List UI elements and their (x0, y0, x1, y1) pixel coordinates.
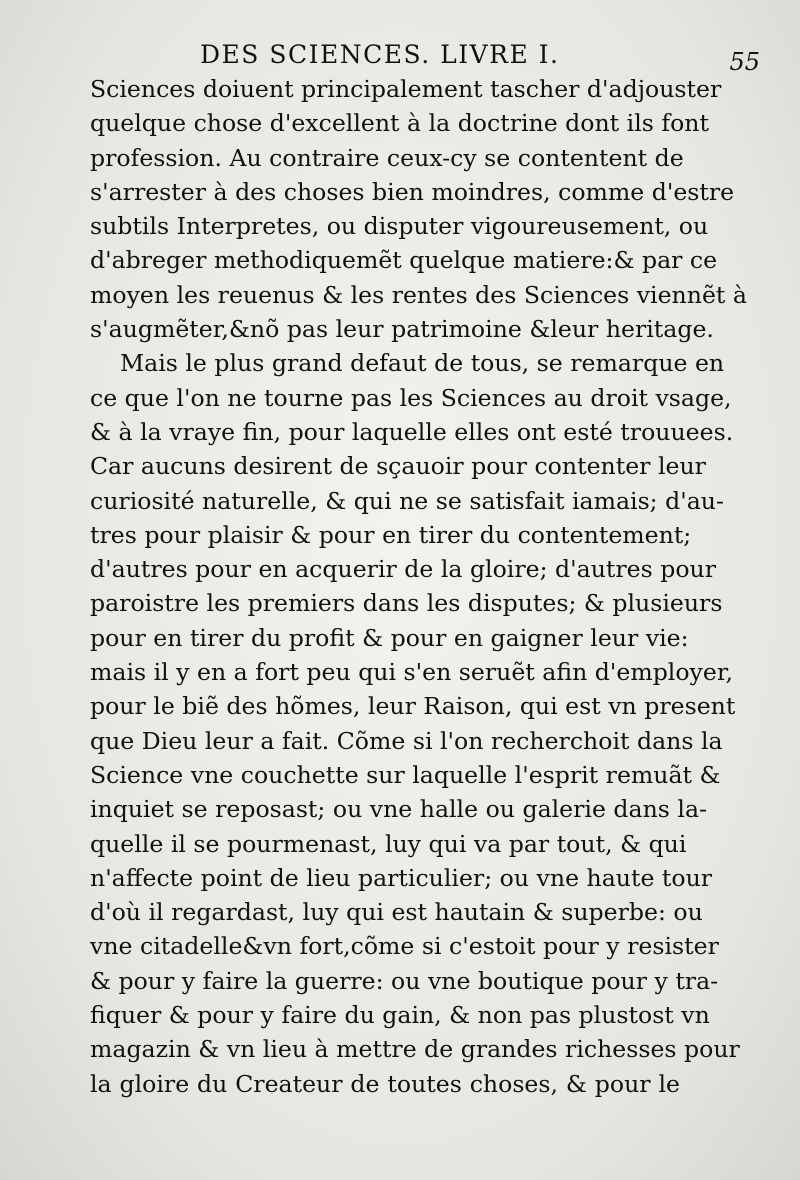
text-line: fiquer & pour y faire du gain, & non pas plustost vn (90, 1001, 710, 1030)
text-line: que Dieu leur a fait. Cõme si l'on recherchoit dans la (90, 726, 723, 755)
running-head: DES SCIENCES. LIVRE I. (200, 40, 560, 69)
text-line: d'où il regardast, luy qui est hautain & superbe: ou (90, 898, 703, 927)
text-line: & pour y faire la guerre: ou vne boutique pour y tra- (90, 966, 719, 995)
text-line: tres pour plaisir & pour en tirer du contentement; (90, 520, 692, 549)
text-line: quelle il se pourmenast, luy qui va par tout, & qui (90, 829, 687, 858)
text-line: s'augmẽter,&nõ pas leur patrimoine &leur heritage. (90, 315, 714, 344)
text-line: ce que l'on ne tourne pas les Sciences au droit vsage, (90, 383, 732, 412)
text-line: inquiet se reposast; ou vne halle ou galerie dans la- (90, 795, 707, 824)
text-line: Sciences doiuent principalement tascher d'adjouster (90, 75, 722, 103)
page-number: 55 (729, 48, 760, 76)
text-line: subtils Interpretes, ou disputer vigoureusement, ou (90, 212, 709, 241)
text-line: paroistre les premiers dans les disputes; & plusieurs (90, 589, 723, 618)
text-line: vne citadelle&vn fort,cõme si c'estoit pour y resister (90, 932, 719, 961)
text-line: Car aucuns desirent de sçauoir pour contenter leur (90, 452, 706, 481)
text-line: quelque chose d'excellent à la doctrine dont ils font (90, 109, 709, 138)
text-line: curiosité naturelle, & qui ne se satisfait iamais; d'au- (90, 486, 724, 515)
text-line: & à la vraye fin, pour laquelle elles ont esté trouuees. (90, 417, 734, 446)
text-line: s'arrester à des choses bien moindres, comme d'estre (90, 177, 735, 206)
text-line: magazin & vn lieu à mettre de grandes richesses pour (90, 1035, 740, 1064)
text-line: d'abreger methodiquemẽt quelque matiere:& par ce (90, 246, 718, 275)
body-text (90, 72, 747, 1101)
text-line: mais il y en a fort peu qui s'en seruẽt afin d'employer, (90, 658, 734, 687)
text-line: pour le biẽ des hõmes, leur Raison, qui est vn present (90, 692, 736, 721)
text-line: Science vne couchette sur laquelle l'esprit remuãt & (90, 760, 721, 789)
text-line: Mais le plus grand defaut de tous, se remarque en (120, 349, 725, 378)
text-line: la gloire du Createur de toutes choses, & pour le (90, 1069, 680, 1098)
text-line: pour en tirer du profit & pour en gaigner leur vie: (90, 623, 689, 652)
text-line: moyen les reuenus & les rentes des Sciences viennẽt à (90, 280, 747, 309)
text-line: n'affecte point de lieu particulier; ou vne haute tour (90, 863, 713, 892)
text-line: d'autres pour en acquerir de la gloire; d'autres pour (90, 555, 716, 584)
text-line: profession. Au contraire ceux-cy se contentent de (90, 143, 684, 172)
